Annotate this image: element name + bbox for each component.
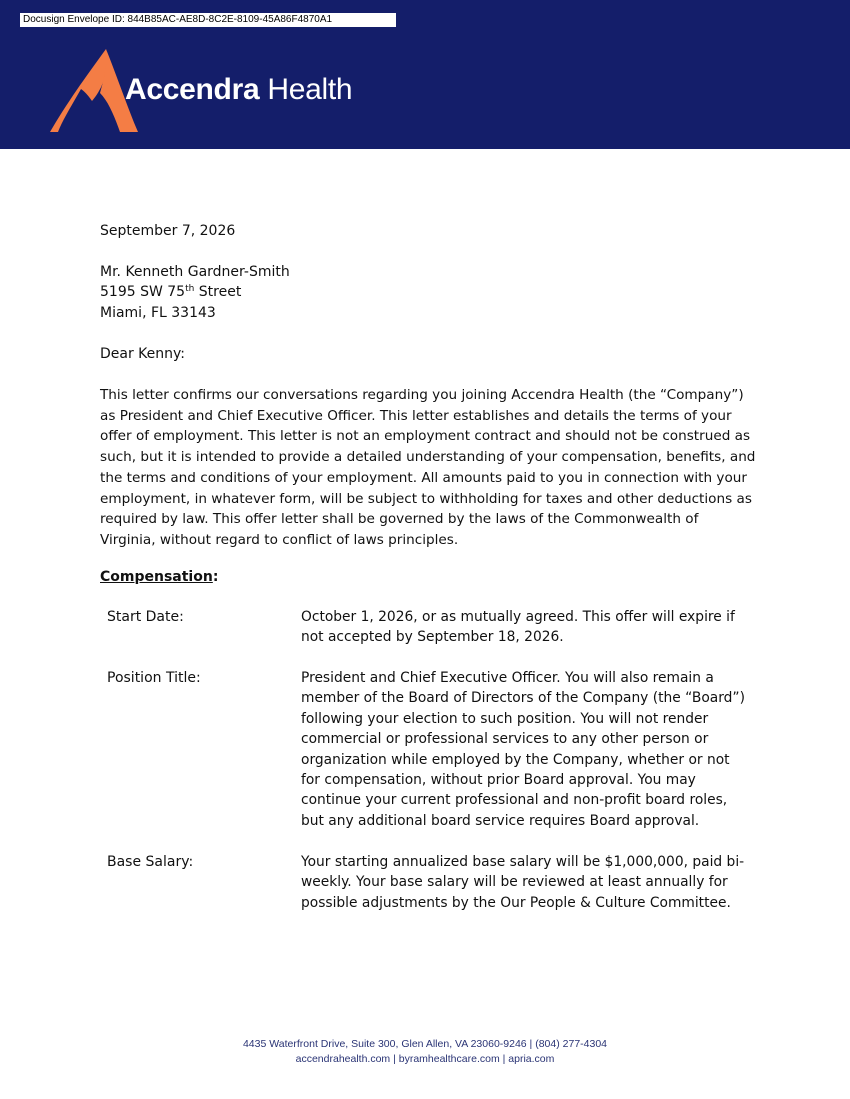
term-line: not accepted by September 18, 2026. bbox=[301, 629, 564, 646]
term-value-start-date bbox=[301, 607, 735, 648]
recipient-street bbox=[100, 282, 241, 302]
term-line: Your starting annualized base salary will be $1,000,000, paid bi- bbox=[301, 854, 745, 870]
term-label-start-date: Start Date: bbox=[107, 609, 184, 625]
term-line: continue your current professional and non-profit board roles, bbox=[301, 792, 728, 809]
term-line: member of the Board of Directors of the Company (the “Board”) bbox=[301, 690, 745, 707]
intro-line: This letter confirms our conversations regarding you joining Accendra Health (the “Company”) bbox=[100, 387, 744, 403]
term-line: President and Chief Executive Officer. You will also remain a bbox=[301, 670, 714, 686]
term-line: possible adjustments by the Our People & Culture Committee. bbox=[301, 894, 731, 911]
term-line: October 1, 2026, or as mutually agreed. This offer will expire if bbox=[301, 609, 735, 625]
compensation-heading-colon: : bbox=[212, 569, 219, 585]
salutation: Dear Kenny: bbox=[100, 346, 186, 362]
street-ordinal: th bbox=[185, 284, 195, 294]
brand-suffix: Health bbox=[267, 73, 353, 106]
term-value-base-salary bbox=[301, 852, 744, 913]
compensation-heading bbox=[100, 567, 218, 587]
term-line: for compensation, without prior Board approval. You may bbox=[301, 772, 696, 789]
term-value-position-title bbox=[301, 668, 745, 831]
intro-line: such, but it is intended to provide a detailed understanding of your compensation, benefits, and bbox=[100, 449, 756, 466]
brand-name: Accendra bbox=[125, 73, 260, 106]
intro-paragraph bbox=[100, 385, 755, 551]
compensation-heading-text: Compensation bbox=[100, 569, 213, 585]
term-label-base-salary: Base Salary: bbox=[107, 854, 194, 870]
brand-wordmark bbox=[125, 70, 352, 110]
street-number: 5195 SW 75 bbox=[100, 284, 186, 300]
intro-line: Virginia, without regard to conflict of laws principles. bbox=[100, 531, 459, 548]
intro-line: as President and Chief Executive Officer. This letter establishes and details the terms of your bbox=[100, 407, 732, 424]
intro-line: offer of employment. This letter is not an employment contract and should not be construed as bbox=[100, 428, 751, 445]
street-name: Street bbox=[194, 284, 242, 300]
docusign-envelope-id: Docusign Envelope ID: 844B85AC-AE8D-8C2E-8109-45A86F4870A1 bbox=[20, 13, 396, 27]
footer-websites: accendrahealth.com | byramhealthcare.com | apria.com bbox=[295, 1053, 555, 1065]
term-line: commercial or professional services to any other person or bbox=[301, 731, 709, 748]
term-line: but any additional board service requires Board approval. bbox=[301, 812, 700, 829]
intro-line: required by law. This offer letter shall be governed by the laws of the Commonwealth of bbox=[100, 511, 699, 528]
letter-date: September 7, 2026 bbox=[100, 223, 236, 239]
intro-line: the terms and conditions of your employment. All amounts paid to you in connection with your bbox=[100, 469, 747, 486]
intro-line: employment, in whatever form, will be subject to withholding for taxes and other deductions as bbox=[100, 490, 752, 507]
term-line: weekly. Your base salary will be reviewed at least annually for bbox=[301, 874, 728, 891]
term-label-position-title: Position Title: bbox=[107, 670, 201, 686]
footer-address: 4435 Waterfront Drive, Suite 300, Glen Allen, VA 23060-9246 | (804) 277-4304 bbox=[242, 1038, 608, 1050]
recipient-city: Miami, FL 33143 bbox=[100, 305, 216, 321]
letterhead-banner bbox=[0, 0, 850, 149]
term-line: organization while employed by the Company, whether or not bbox=[301, 751, 730, 768]
recipient-name: Mr. Kenneth Gardner-Smith bbox=[100, 264, 290, 280]
term-line: following your election to such position. You will not render bbox=[301, 710, 709, 727]
